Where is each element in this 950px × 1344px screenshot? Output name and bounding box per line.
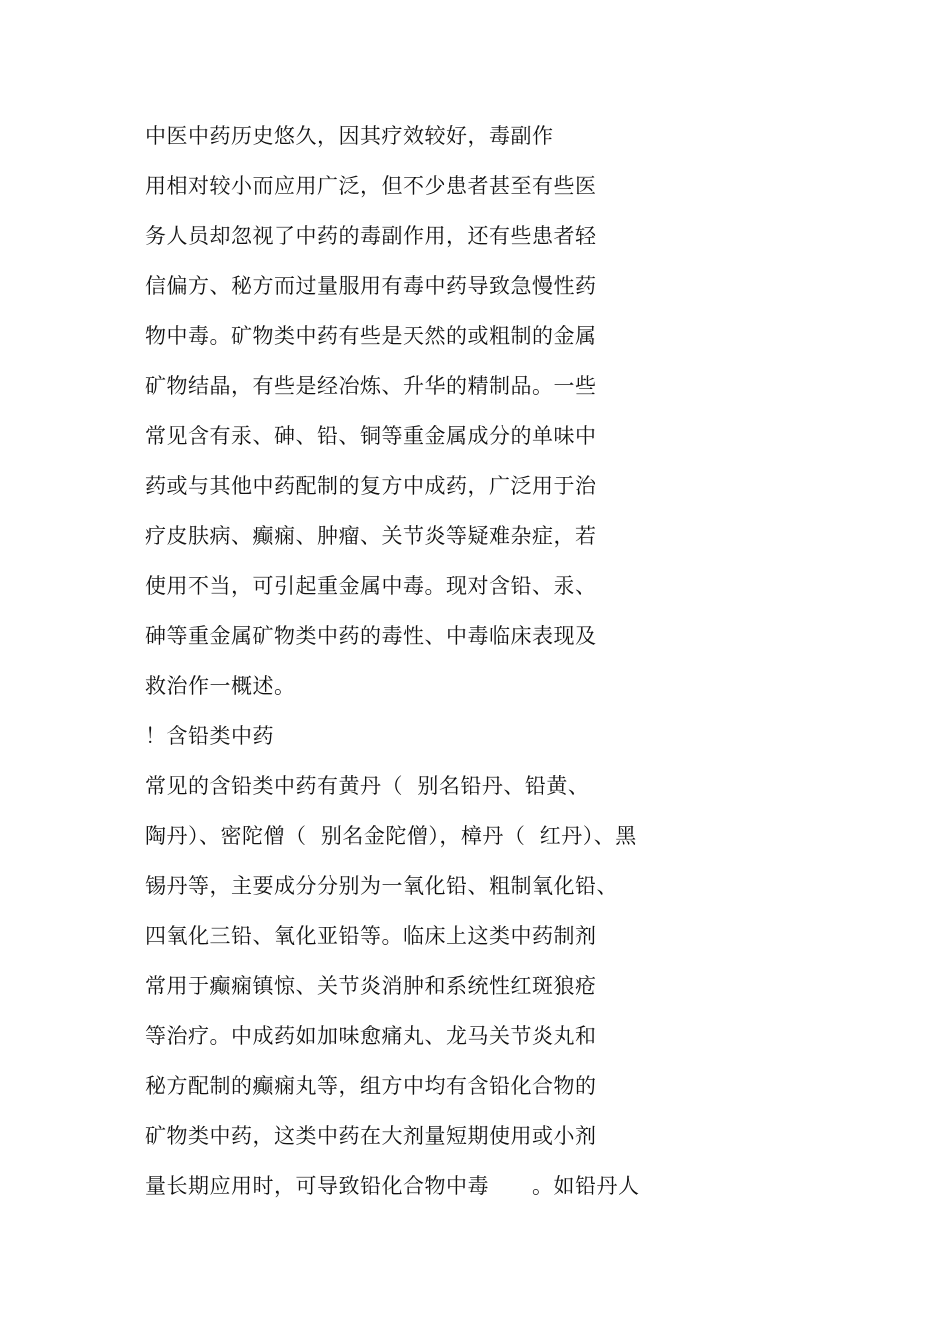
text-line: 信偏方、秘方而过量服用有毒中药导致急慢性药 [145, 274, 597, 298]
text-line: 务人员却忽视了中药的毒副作用，还有些患者轻 [145, 224, 597, 248]
text-line: 四氧化三铅、氧化亚铅等。临床上这类中药制剂 [145, 924, 597, 948]
text-line: 砷等重金属矿物类中药的毒性、中毒临床表现及 [145, 624, 597, 648]
body-text [145, 118, 865, 1218]
text-line: 等治疗。中成药如加味愈痛丸、龙马关节炎丸和 [145, 1024, 597, 1048]
text-line: 物中毒。矿物类中药有些是天然的或粗制的金属 [145, 324, 597, 348]
text-line: 矿物结晶，有些是经冶炼、升华的精制品。一些 [145, 374, 597, 398]
text-line: 锡丹等，主要成分分别为一氧化铅、粗制氧化铅、 [145, 874, 618, 898]
text-line: 常用于癫痫镇惊、关节炎消肿和系统性红斑狼疮 [145, 974, 597, 998]
section-heading: ！含铅类中药 [145, 724, 274, 748]
text-line: 常见含有汞、砷、铅、铜等重金属成分的单味中 [145, 424, 597, 448]
text-line: 陶丹）、密陀僧（ 别名金陀僧），樟丹（ 红丹）、黑 [145, 824, 637, 848]
text-line: 疗皮肤病、癫痫、肿瘤、关节炎等疑难杂症，若 [145, 524, 597, 548]
text-line: 药或与其他中药配制的复方中成药，广泛用于治 [145, 474, 597, 498]
text-line: 秘方配制的癫痫丸等，组方中均有含铅化合物的 [145, 1074, 597, 1098]
text-line: 使用不当，可引起重金属中毒。现对含铅、汞、 [145, 574, 597, 598]
text-line: 救治作一概述。 [145, 674, 296, 698]
text-line: 用相对较小而应用广泛，但不少患者甚至有些医 [145, 174, 597, 198]
text-line: 中医中药历史悠久，因其疗效较好，毒副作 [145, 124, 554, 148]
text-line: 常见的含铅类中药有黄丹（ 别名铅丹、铅黄、 [145, 774, 590, 798]
text-line: 矿物类中药，这类中药在大剂量短期使用或小剂 [145, 1124, 597, 1148]
text-line: 量长期应用时，可导致铅化合物中毒 。如铅丹人 [145, 1174, 640, 1198]
